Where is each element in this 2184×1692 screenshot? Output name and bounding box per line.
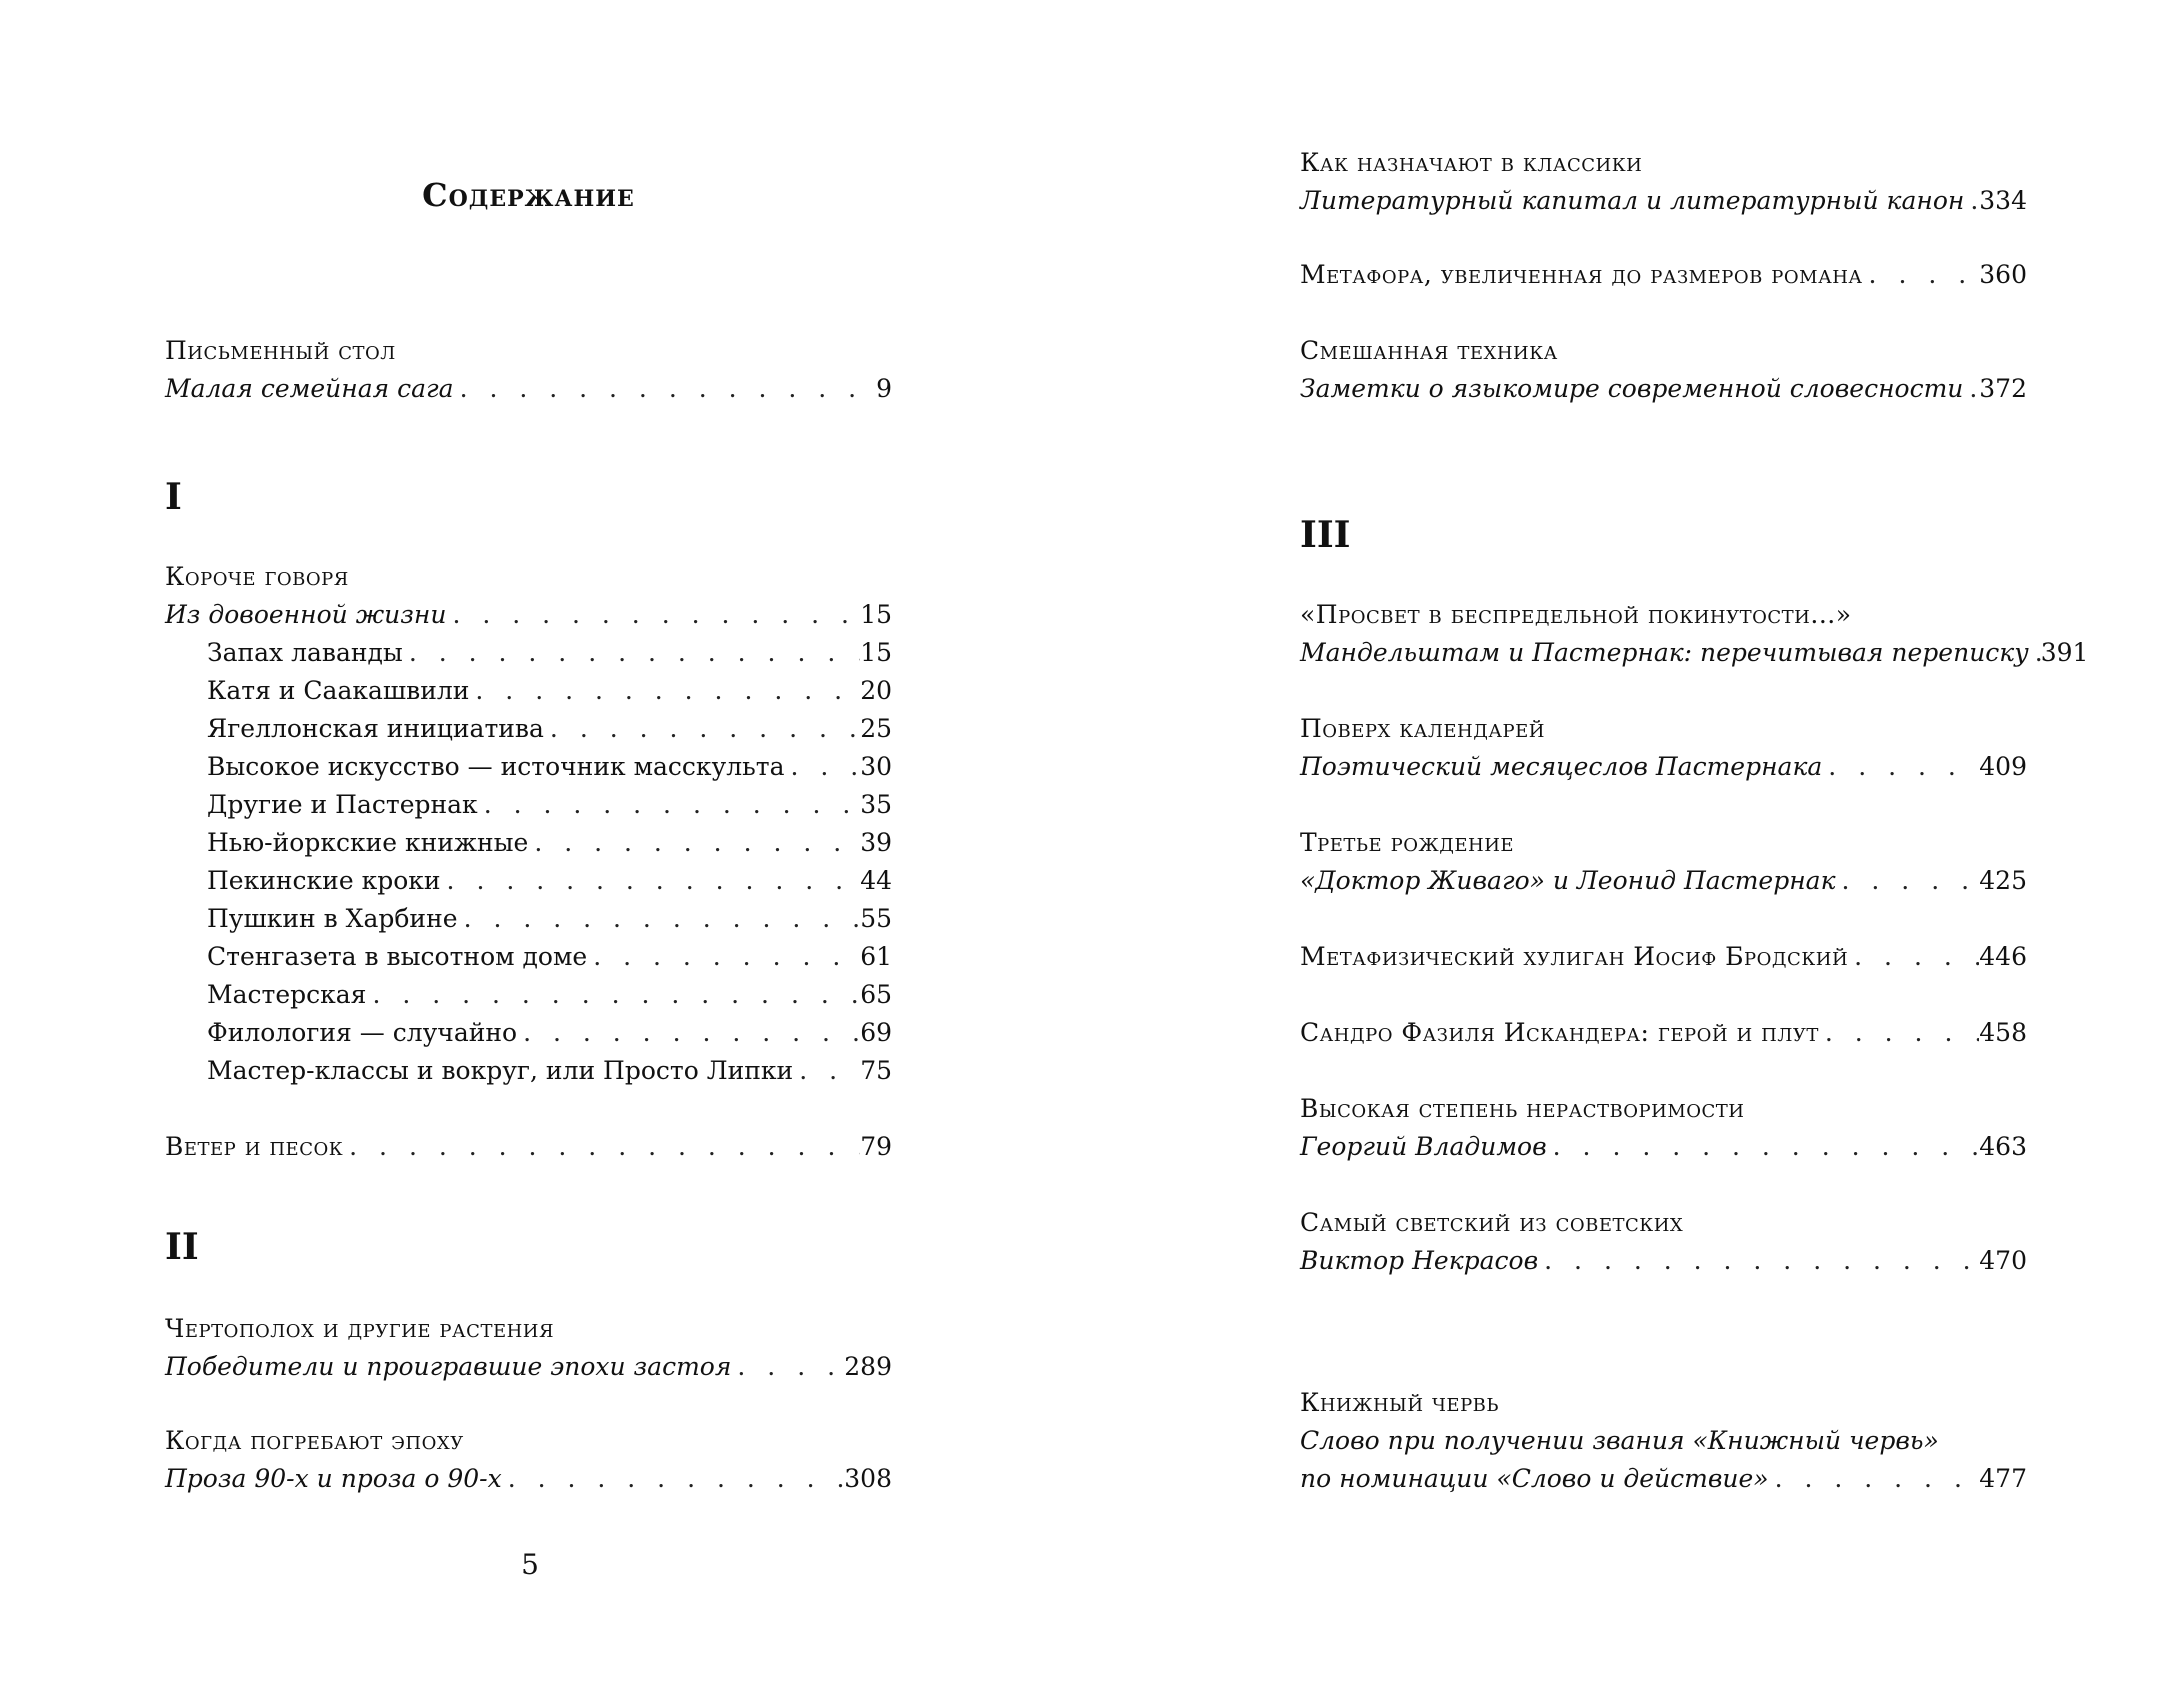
leader-dots bbox=[343, 1130, 860, 1164]
entry-title: Заметки о языкомире современной словесности bbox=[1300, 374, 1964, 403]
toc-entry bbox=[165, 864, 892, 898]
entry-page: 425 bbox=[1979, 866, 2027, 895]
toc-entry bbox=[1300, 750, 2027, 784]
leader-dots bbox=[1963, 372, 1979, 406]
toc-heading: «Просвет в беспредельной покинутости...» bbox=[1300, 600, 1852, 629]
entry-title: Виктор Некрасов bbox=[1300, 1246, 1539, 1275]
part-numeral: I bbox=[165, 476, 182, 518]
leader-dots bbox=[544, 712, 860, 746]
entry-page: 372 bbox=[1979, 374, 2027, 403]
toc-heading: Высокая степень нерастворимости bbox=[1300, 1094, 1745, 1123]
entry-page: 463 bbox=[1979, 1132, 2027, 1161]
toc-entry bbox=[165, 1130, 892, 1164]
entry-title: Проза 90-х и проза о 90-х bbox=[165, 1464, 502, 1493]
leader-dots bbox=[1769, 1462, 1980, 1496]
entry-page: 20 bbox=[860, 676, 892, 705]
entry-page: 446 bbox=[1979, 942, 2027, 971]
entry-page: 9 bbox=[876, 374, 892, 403]
leader-dots bbox=[454, 372, 877, 406]
leader-dots bbox=[1822, 750, 1979, 784]
toc-heading: Чертополох и другие растения bbox=[165, 1314, 555, 1343]
toc-entry bbox=[165, 1054, 892, 1088]
toc-entry bbox=[1300, 184, 2027, 218]
entry-page: 25 bbox=[860, 714, 892, 743]
entry-page: 15 bbox=[860, 638, 892, 667]
entry-title: Поэтический месяцеслов Пастернака bbox=[1300, 752, 1823, 781]
leader-dots bbox=[441, 864, 861, 898]
entry-page: 65 bbox=[860, 980, 892, 1009]
entry-title: Высокое искусство — источник масскульта bbox=[207, 752, 785, 781]
entry-title: Малая семейная сага bbox=[165, 374, 454, 403]
toc-entry bbox=[1300, 864, 2027, 898]
toc-entry bbox=[165, 636, 892, 670]
toc-heading: Смешанная техника bbox=[1300, 336, 1558, 365]
entry-title: Пушкин в Харбине bbox=[207, 904, 458, 933]
leader-dots bbox=[403, 636, 860, 670]
entry-page: 477 bbox=[1979, 1464, 2027, 1493]
entry-page: 334 bbox=[1979, 186, 2027, 215]
entry-page: 470 bbox=[1979, 1246, 2027, 1275]
part-numeral: III bbox=[1300, 514, 1351, 556]
toc-entry bbox=[165, 598, 892, 632]
entry-page: 30 bbox=[860, 752, 892, 781]
entry-title: Сандро Фазиля Искандера: герой и плут bbox=[1300, 1018, 1819, 1047]
toc-entry bbox=[165, 940, 892, 974]
toc-entry bbox=[1300, 372, 2027, 406]
toc-heading: Письменный стол bbox=[165, 336, 396, 365]
entry-page: 15 bbox=[860, 600, 892, 629]
entry-title: Запах лаванды bbox=[207, 638, 403, 667]
leader-dots bbox=[1848, 940, 1979, 974]
entry-page: 44 bbox=[860, 866, 892, 895]
entry-page: 75 bbox=[860, 1056, 892, 1085]
toc-entry bbox=[165, 1350, 892, 1384]
toc-entry bbox=[165, 978, 892, 1012]
toc-entry bbox=[165, 902, 892, 936]
toc-entry bbox=[1300, 1244, 2027, 1278]
toc-entry bbox=[165, 372, 892, 406]
toc-entry bbox=[165, 788, 892, 822]
entry-title: Мандельштам и Пастернак: перечитывая переписку bbox=[1300, 638, 2029, 667]
entry-page: 458 bbox=[1979, 1018, 2027, 1047]
toc-entry bbox=[165, 712, 892, 746]
leader-dots bbox=[731, 1350, 844, 1384]
entry-title: Ягеллонская инициатива bbox=[207, 714, 544, 743]
leader-dots bbox=[469, 674, 860, 708]
entry-page: 308 bbox=[844, 1464, 892, 1493]
entry-title: по номинации «Слово и действие» bbox=[1300, 1464, 1769, 1493]
leader-dots bbox=[1819, 1016, 1979, 1050]
toc-entry bbox=[165, 1462, 892, 1496]
toc-entry bbox=[1300, 1462, 2027, 1496]
entry-page: 61 bbox=[860, 942, 892, 971]
toc-entry bbox=[1300, 1016, 2027, 1050]
leader-dots bbox=[446, 598, 860, 632]
entry-page: 289 bbox=[844, 1352, 892, 1381]
entry-title: Победители и проигравшие эпохи застоя bbox=[165, 1352, 732, 1381]
toc-entry bbox=[165, 1016, 892, 1050]
entry-title: Метафизический хулиган Иосиф Бродский bbox=[1300, 942, 1849, 971]
page-title: Содержание bbox=[422, 176, 635, 214]
entry-page: 391 bbox=[2040, 638, 2089, 667]
entry-title: Из довоенной жизни bbox=[165, 600, 447, 629]
entry-page: 69 bbox=[860, 1018, 892, 1047]
toc-heading: Как назначают в классики bbox=[1300, 148, 1643, 177]
leader-dots bbox=[1836, 864, 1980, 898]
entry-page: 409 bbox=[1979, 752, 2027, 781]
entry-page: 360 bbox=[1979, 260, 2027, 289]
entry-title: Катя и Саакашвили bbox=[207, 676, 470, 705]
entry-subtitle-line: Слово при получении звания «Книжный червь» bbox=[1300, 1426, 1939, 1455]
leader-dots bbox=[517, 1016, 860, 1050]
entry-title: Пекинские кроки bbox=[207, 866, 441, 895]
entry-title: Ветер и песок bbox=[165, 1132, 344, 1161]
leader-dots bbox=[587, 940, 860, 974]
leader-dots bbox=[2029, 636, 2041, 670]
leader-dots bbox=[366, 978, 860, 1012]
entry-title: «Доктор Живаго» и Леонид Пастернак bbox=[1300, 866, 1836, 895]
leader-dots bbox=[1964, 184, 1979, 218]
leader-dots bbox=[1863, 258, 1980, 292]
leader-dots bbox=[784, 750, 860, 784]
entry-title: Метафора, увеличенная до размеров романа bbox=[1300, 260, 1863, 289]
toc-entry bbox=[165, 750, 892, 784]
entry-title: Филология — случайно bbox=[207, 1018, 518, 1047]
toc-heading: Книжный червь bbox=[1300, 1388, 1500, 1417]
toc-entry bbox=[1300, 1130, 2027, 1164]
leader-dots bbox=[1538, 1244, 1979, 1278]
toc-heading: Самый светский из советских bbox=[1300, 1208, 1684, 1237]
leader-dots bbox=[478, 788, 861, 822]
leader-dots bbox=[528, 826, 860, 860]
toc-entry bbox=[1300, 636, 2089, 670]
toc-entry bbox=[165, 674, 892, 708]
entry-title: Георгий Владимов bbox=[1300, 1132, 1547, 1161]
entry-page: 79 bbox=[860, 1132, 892, 1161]
entry-title: Мастерская bbox=[207, 980, 367, 1009]
entry-title: Литературный капитал и литературный канон bbox=[1300, 186, 1965, 215]
entry-title: Стенгазета в высотном доме bbox=[207, 942, 588, 971]
entry-title: Другие и Пастернак bbox=[207, 790, 478, 819]
toc-heading: Поверх календарей bbox=[1300, 714, 1545, 743]
leader-dots bbox=[458, 902, 861, 936]
entry-page: 39 bbox=[860, 828, 892, 857]
toc-heading: Третье рождение bbox=[1300, 828, 1515, 857]
toc-heading: Короче говоря bbox=[165, 562, 349, 591]
leader-dots bbox=[1547, 1130, 1980, 1164]
entry-title: Нью-йоркские книжные bbox=[207, 828, 529, 857]
part-numeral: II bbox=[165, 1226, 199, 1268]
toc-entry bbox=[1300, 258, 2027, 292]
toc-heading: Когда погребают эпоху bbox=[165, 1426, 464, 1455]
entry-page: 55 bbox=[860, 904, 892, 933]
toc-entry bbox=[1300, 940, 2027, 974]
leader-dots bbox=[502, 1462, 845, 1496]
entry-page: 35 bbox=[860, 790, 892, 819]
toc-entry bbox=[165, 826, 892, 860]
entry-title: Мастер-классы и вокруг, или Просто Липки bbox=[207, 1056, 794, 1085]
leader-dots bbox=[793, 1054, 860, 1088]
page-number: 5 bbox=[521, 1548, 539, 1581]
